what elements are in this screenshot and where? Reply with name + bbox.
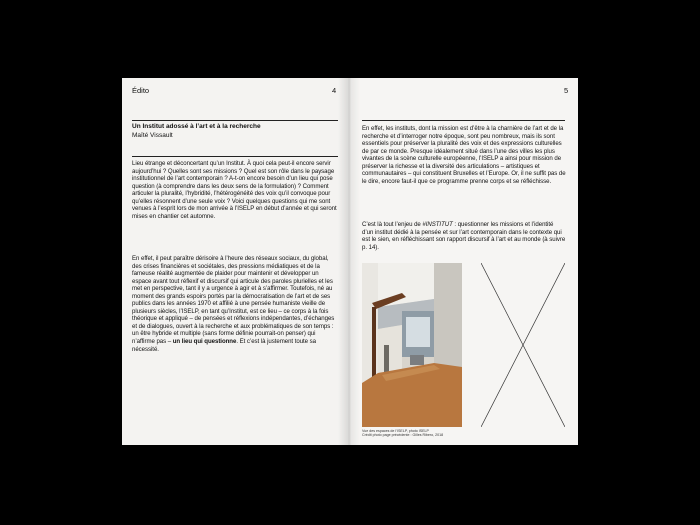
body-paragraph: Lieu étrange et déconcertant qu’un Institut. À quoi cela peut-il encore servir aujourd’hui ? Quelles sont ses missions ? Quel est son rôle dans le paysage institutionnel de l’art contemporain ? A-t-on encore besoin d’un lieu qui pose question (à comprendre dans les deux sens de la formulation) ? Comment articuler la pluralité, l’hybridité, l’hétérogénéité des voix qu’il convoque pour qu’elles résonnent d’une seule voix ? Voici quelques questions qui me sont venues à l’esprit lors de mon arrivée à l’ISELP en début d’année et qui seront mises en chantier cet automne. <box>132 160 337 220</box>
title-rule <box>132 156 338 157</box>
body-paragraph <box>362 221 566 251</box>
body-text: C’est là tout l’enjeu de <box>362 221 423 228</box>
body-text: . Et c’est là justement toute sa nécessité. <box>132 338 317 353</box>
page-number-left: 4 <box>332 86 337 95</box>
interior-photo-drawing <box>362 263 462 427</box>
header-rule <box>362 120 565 121</box>
emphasis-text: un lieu qui questionne <box>172 338 237 346</box>
book-gutter <box>338 78 360 445</box>
body-paragraph <box>132 255 338 353</box>
body-text: : questionner les missions et l’identité d’un institut dédié à la pensée et sur l’art contemporain dans le contexte qui est le sien, en réfléchissant son rapport discursif à l’art et au monde (à suivre p. 14). <box>362 221 566 251</box>
header-rule <box>132 120 338 121</box>
body-text: En effet, il peut paraître dérisoire à l’heure des réseaux sociaux, du global, des crises financières et sociétales, des pressions médiatiques et de la fameuse réalité augmentée de plaider pour maintenir et développer un espace avant tout réflexif et discursif qui articule des paroles plurielles et les met en perspective, tant il y a urgence à agir et à s’affirmer. Toutefois, né au moment des grands espoirs portés par la démocratisation de l’art et de ses publics dans les années 1970 et affilié à une pensée humaniste vieille de plusieurs siècles, l’ISELP, en tant qu’Institut, est ce lieu – ce corps à la fois théorique et appliqué – de pensées et réflexions indépendantes, d’échanges et de dialogues, ouvert à la recherche et aux problématiques de son temps : un être hybride et multiple (sans forme définie pourrait-on penser) qui n’affirme pas – <box>132 255 335 346</box>
image-placeholder-x-icon <box>481 263 565 427</box>
caption-line: Crédit photo page précédente : Gilles Ribero, 2018 <box>362 433 444 438</box>
x-cross-drawing <box>481 263 565 427</box>
caption-line: Vue des espaces de l’ISELP, photo ISELP <box>362 429 429 433</box>
interior-photo <box>362 263 462 427</box>
body-paragraph: En effet, les instituts, dont la mission est d’être à la charnière de l’art et de la recherche et d’interroger notre époque, sont peu nombreux, mais ils sont essentiels pour préserver la pluralité des voix et des expressions culturelles de par ce monde. Presque idéalement situé dans l’une des villes les plus vivantes de la scène culturelle européenne, l’ISELP a ainsi pour mission de préserver la richesse et la diversité des articulations – artistiques et communautaires – qui constituent Bruxelles et l’Europe. Or, il ne suffit pas de le dire, encore faut-il que ce programme prenne corps et se réfléchisse. <box>362 125 566 185</box>
left-page <box>122 78 348 445</box>
page-number-right: 5 <box>564 86 569 95</box>
article-title: Un Institut adossé à l’art et à la recherche <box>132 123 261 130</box>
article-author: Maïté Vissault <box>132 132 173 139</box>
section-label: Édito <box>132 86 150 95</box>
right-page <box>348 78 578 445</box>
photo-caption <box>362 429 443 438</box>
emphasis-text: #INSTITUT <box>422 221 453 228</box>
